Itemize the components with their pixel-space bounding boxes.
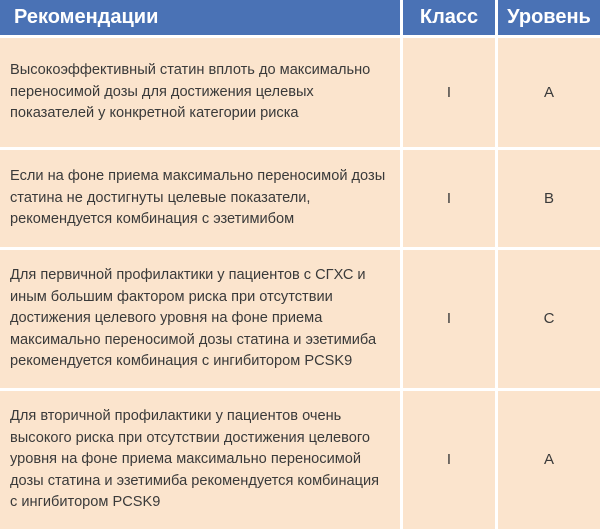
class-cell: I — [403, 38, 495, 147]
class-cell: I — [403, 250, 495, 388]
recommendation-cell: Для вторичной профилактики у пациентов очень высокого риска при отсутствии достижения целевого уровня на фоне приема максимально переносимой дозы статина и эзетимиба рекомендуется комбинация с ингибитором PCSK9 — [0, 391, 400, 529]
level-cell: A — [498, 38, 600, 147]
level-cell: B — [498, 150, 600, 247]
recommendation-cell: Для первичной профилактики у пациентов с СГХС и иным большим фактором риска при отсутствии достижения целевого уровня на фоне приема максимально переносимой дозы статина и эзетимиба рекомендуется комбинация с ингибитором PCSK9 — [0, 250, 400, 388]
recommendation-cell: Высокоэффективный статин вплоть до максимально переносимой дозы для достижения целевых показателей у конкретной категории риска — [0, 38, 400, 147]
level-cell: A — [498, 391, 600, 529]
level-cell: C — [498, 250, 600, 388]
class-cell: I — [403, 391, 495, 529]
recommendation-cell: Если на фоне приема максимально переносимой дозы статина не достигнуты целевые показатели, рекомендуется комбинация с эзетимибом — [0, 150, 400, 247]
header-recommendations: Рекомендации — [0, 0, 400, 35]
header-class: Класс — [403, 0, 495, 35]
header-level: Уровень — [498, 0, 600, 35]
class-cell: I — [403, 150, 495, 247]
